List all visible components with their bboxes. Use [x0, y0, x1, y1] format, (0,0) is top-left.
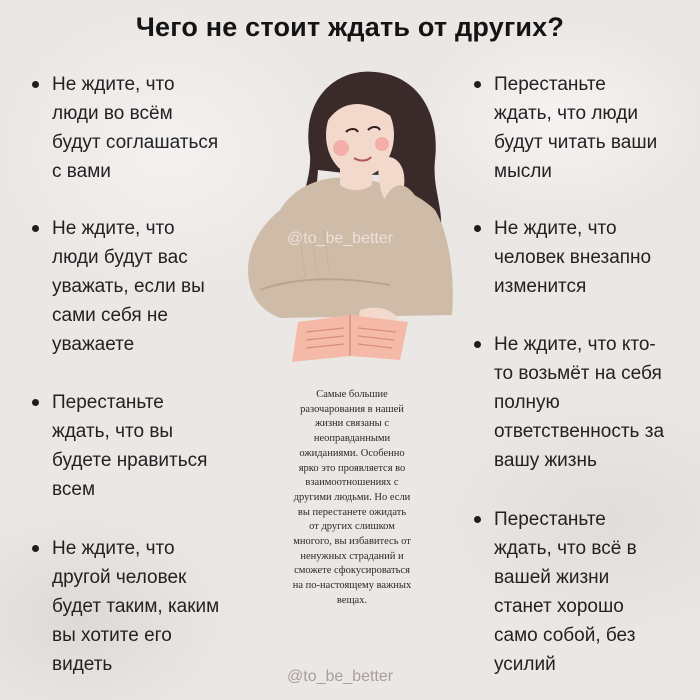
- item-line: усилий: [494, 654, 556, 675]
- paragraph-line: на по-настоящему важных: [292, 580, 412, 592]
- bullet-icon: [474, 225, 481, 232]
- item-line: ждать, что вы: [52, 421, 174, 442]
- item-line: видеть: [52, 654, 113, 675]
- item-line: вы хотите его: [52, 625, 172, 646]
- cheek-left: [333, 140, 349, 156]
- item-line: Перестаньте: [52, 392, 164, 413]
- item-line: будут соглашаться: [52, 132, 219, 153]
- item-line: будут читать ваши: [494, 132, 658, 153]
- item-line: само собой, без: [494, 625, 636, 646]
- list-item: [494, 330, 664, 475]
- item-line: Не ждите, что: [494, 218, 617, 239]
- watermark: @to_be_better: [287, 230, 394, 247]
- paragraph-line: вы перестанете ожидать: [297, 506, 407, 518]
- item-line: с вами: [52, 161, 111, 182]
- page-title: Чего не стоит ждать от других?: [135, 12, 565, 42]
- paragraph-line: ожиданиями. Особенно: [299, 447, 405, 459]
- bullet-icon: [474, 81, 481, 88]
- cheek-right: [375, 137, 389, 151]
- item-line: люди будут вас: [52, 247, 188, 268]
- item-line: Не ждите, что: [52, 74, 175, 95]
- item-line: люди во всём: [52, 103, 173, 124]
- item-line: Не ждите, что: [52, 538, 175, 559]
- item-line: человек внезапно: [494, 247, 652, 268]
- item-line: станет хорошо: [494, 596, 624, 617]
- item-line: ждать, что люди: [494, 103, 638, 124]
- item-line: Перестаньте: [494, 509, 606, 530]
- paragraph-line: Самые большие: [316, 389, 388, 400]
- item-line: полную: [494, 392, 560, 413]
- paragraph-line: взаимоотношениях с: [305, 477, 399, 489]
- item-line: мысли: [494, 161, 552, 182]
- item-line: то возьмёт на себя: [494, 363, 662, 384]
- paragraph-line: ярко это проявляется во: [298, 462, 406, 474]
- item-line: всем: [52, 479, 96, 500]
- paragraph-line: от других слишком: [309, 521, 395, 533]
- middle-paragraph: [268, 388, 436, 609]
- item-line: будет таким, каким: [52, 596, 220, 617]
- paragraph-line: жизни связаны с: [315, 418, 389, 430]
- item-line: Не ждите, что кто-: [494, 334, 656, 355]
- list-item: [494, 214, 651, 301]
- item-line: Не ждите, что: [52, 218, 175, 239]
- bullet-icon: [474, 341, 481, 348]
- item-line: ждать, что всё в: [494, 538, 637, 559]
- item-line: вашу жизнь: [494, 450, 597, 471]
- paragraph-line: вещах.: [336, 594, 368, 606]
- item-line: уважать, если вы: [52, 276, 205, 297]
- list-item: [494, 70, 657, 186]
- item-line: уважаете: [52, 334, 135, 355]
- paragraph-line: другими людьми. Но если: [293, 491, 411, 503]
- thoughtful-woman-illustration: [240, 60, 460, 370]
- paragraph-line: неоправданными: [313, 433, 391, 445]
- paragraph-line: разочарования в нашей: [300, 403, 404, 415]
- item-line: ответственность за: [494, 421, 665, 442]
- item-line: будете нравиться: [52, 450, 208, 471]
- item-line: другой человек: [52, 567, 187, 588]
- item-line: сами себя не: [52, 305, 168, 326]
- paragraph-line: многого, вы избавитесь от: [293, 536, 411, 548]
- item-line: Перестаньте: [494, 74, 606, 95]
- bullet-icon: [474, 516, 481, 523]
- paragraph-line: сможете сфокусироваться: [294, 565, 410, 577]
- item-line: вашей жизни: [494, 567, 610, 588]
- watermark: @to_be_better: [287, 668, 394, 685]
- paragraph-line: ненужных страданий и: [300, 550, 404, 562]
- list-item: [494, 505, 637, 679]
- item-line: изменится: [494, 276, 587, 297]
